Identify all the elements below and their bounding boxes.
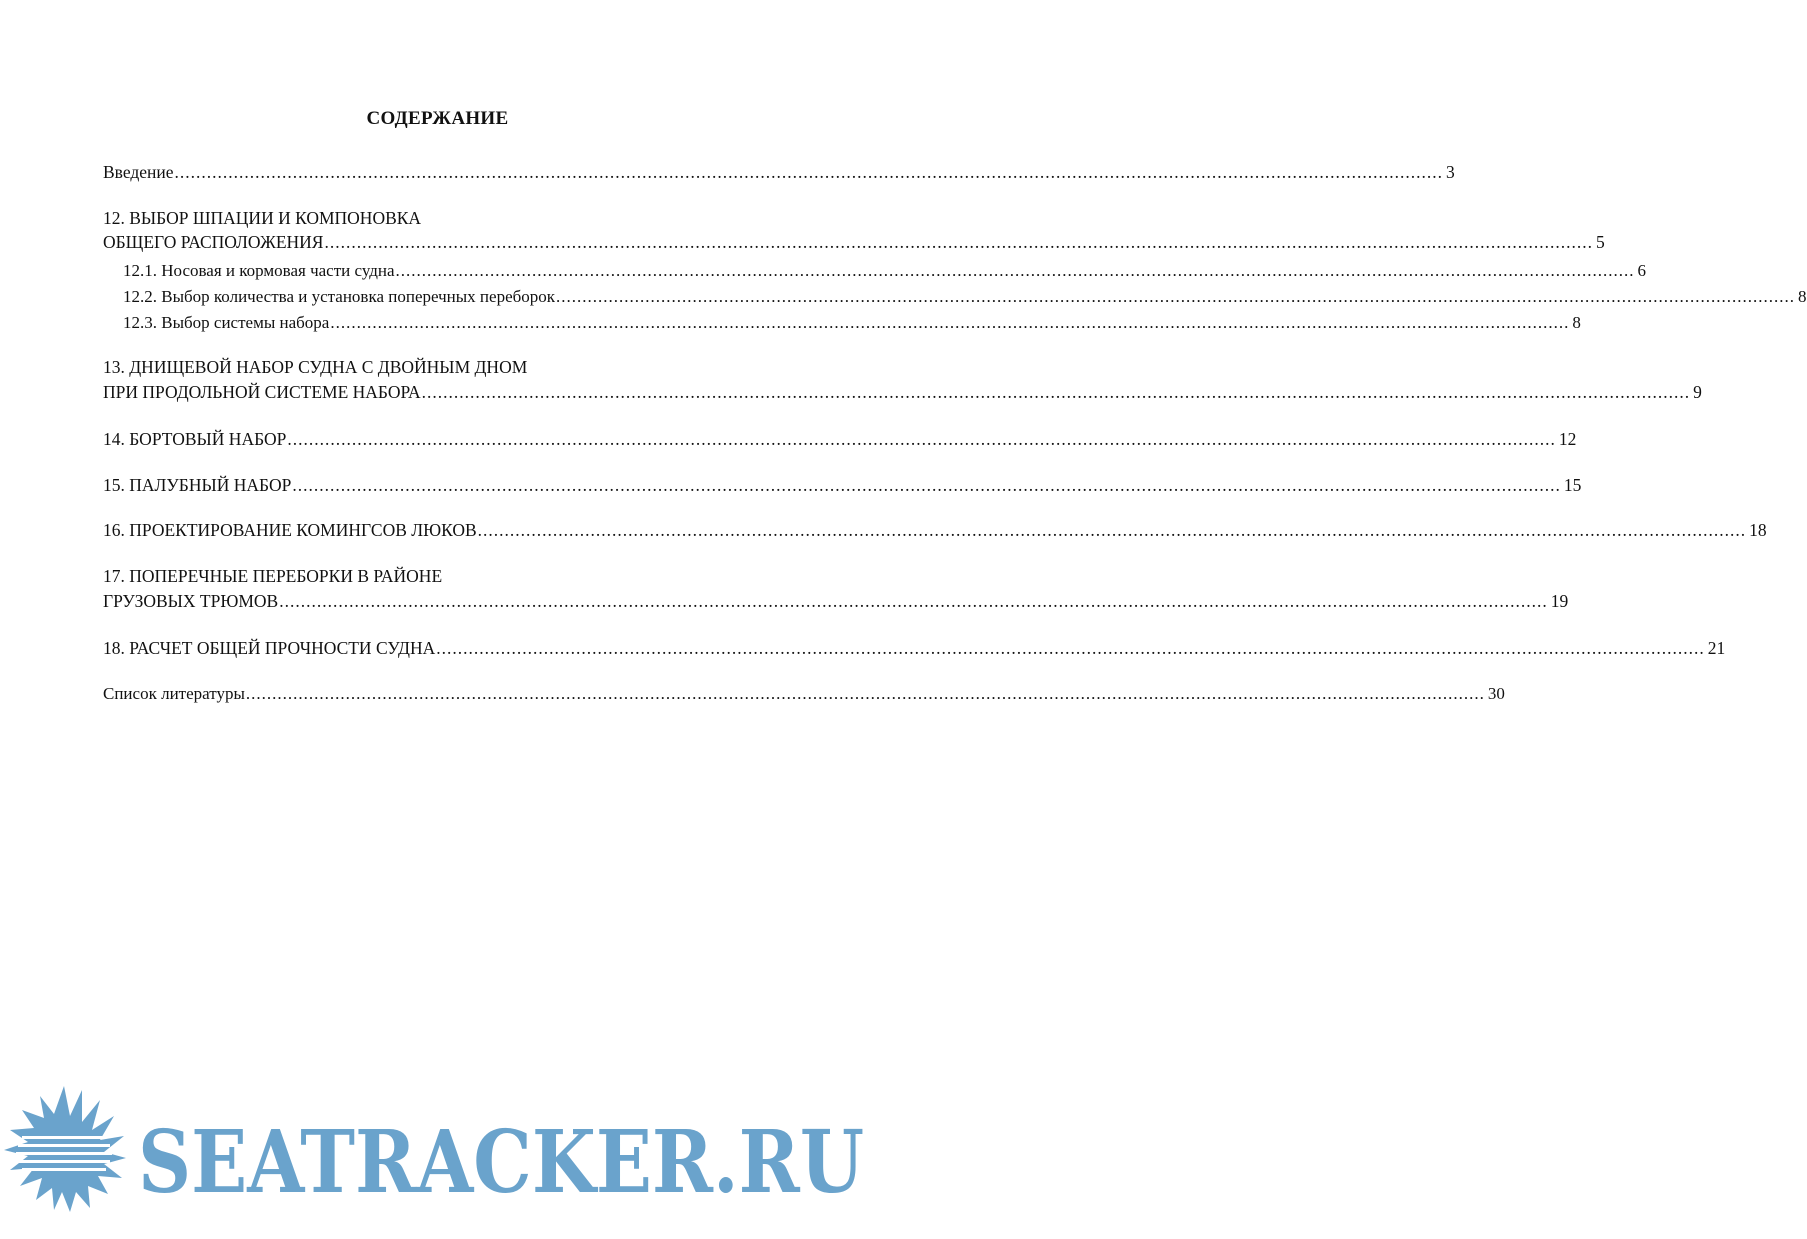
toc-entry-label: Введение xyxy=(103,162,174,182)
toc-entry-12-1[interactable] xyxy=(123,261,1647,287)
toc-entry-label: Список литературы xyxy=(103,684,245,703)
watermark-text: SEATRACKER.RU xyxy=(138,1112,864,1213)
leader-dots xyxy=(396,261,1635,281)
leader-dots xyxy=(324,232,1593,253)
toc-entry-12-2[interactable] xyxy=(123,287,1807,313)
toc-page-number: 8 xyxy=(1798,287,1807,306)
toc-entry-17[interactable] xyxy=(103,566,1569,617)
toc-entry-label: 15. ПАЛУБНЫЙ НАБОР xyxy=(103,475,292,495)
toc-entry-18[interactable] xyxy=(103,638,1726,664)
toc-entry-intro[interactable] xyxy=(103,162,1455,188)
toc-page-number: 15 xyxy=(1563,475,1582,495)
leader-dots xyxy=(436,638,1705,659)
toc-entry-label-line1: 12. ВЫБОР ШПАЦИИ И КОМПОНОВКА xyxy=(103,208,422,228)
leader-dots xyxy=(287,429,1556,450)
leader-dots xyxy=(330,313,1569,333)
toc-page-number: 12 xyxy=(1558,429,1577,449)
toc-entry-label: 14. БОРТОВЫЙ НАБОР xyxy=(103,429,287,449)
toc-entry-16[interactable] xyxy=(103,520,1767,546)
toc-entry-label: 12.2. Выбор количества и установка поперечных переборок xyxy=(123,287,556,306)
toc-entry-label: 12.1. Носовая и кормовая части судна xyxy=(123,261,395,280)
toc-entry-label: 18. РАСЧЕТ ОБЩЕЙ ПРОЧНОСТИ СУДНА xyxy=(103,638,436,658)
toc-entry-label-line1: 17. ПОПЕРЕЧНЫЕ ПЕРЕБОРКИ В РАЙОНЕ xyxy=(103,566,443,586)
toc-entry-12[interactable] xyxy=(103,208,1605,258)
toc-entry-bibliography[interactable] xyxy=(103,684,1505,710)
sun-icon xyxy=(4,1086,126,1212)
toc-entry-12-3[interactable] xyxy=(123,313,1581,339)
toc-page-number: 21 xyxy=(1707,638,1726,658)
leader-dots xyxy=(422,382,1691,403)
leader-dots xyxy=(478,520,1747,541)
toc-page-number: 18 xyxy=(1749,520,1767,540)
toc-entry-label-line1: 13. ДНИЩЕВОЙ НАБОР СУДНА С ДВОЙНЫМ ДНОМ xyxy=(103,357,528,377)
toc-entry-14[interactable] xyxy=(103,429,1577,455)
toc-entry-label: ОБЩЕГО РАСПОЛОЖЕНИЯ xyxy=(103,232,324,252)
leader-dots xyxy=(246,684,1485,704)
leader-dots xyxy=(279,591,1548,612)
toc-entry-label: 12.3. Выбор системы набора xyxy=(123,313,330,332)
toc-entry-label: ГРУЗОВЫХ ТРЮМОВ xyxy=(103,591,279,611)
toc-page-number: 3 xyxy=(1446,162,1455,182)
toc-entry-label: 16. ПРОЕКТИРОВАНИЕ КОМИНГСОВ ЛЮКОВ xyxy=(103,520,477,540)
leader-dots xyxy=(175,162,1444,183)
leader-dots xyxy=(292,475,1561,496)
seatracker-watermark xyxy=(0,1072,875,1212)
toc-entry-label: ПРИ ПРОДОЛЬНОЙ СИСТЕМЕ НАБОРА xyxy=(103,382,421,402)
page-title: СОДЕРЖАНИЕ xyxy=(366,108,509,129)
toc-page-number: 6 xyxy=(1637,261,1647,280)
toc-entry-13[interactable] xyxy=(103,357,1702,408)
toc-page-number: 19 xyxy=(1550,591,1569,611)
toc-entry-15[interactable] xyxy=(103,475,1582,501)
toc-page-number: 30 xyxy=(1487,684,1505,703)
leader-dots xyxy=(556,287,1795,307)
toc-page-number: 8 xyxy=(1572,313,1581,332)
toc-page-number: 5 xyxy=(1595,232,1605,252)
toc-page-number: 9 xyxy=(1693,382,1702,402)
